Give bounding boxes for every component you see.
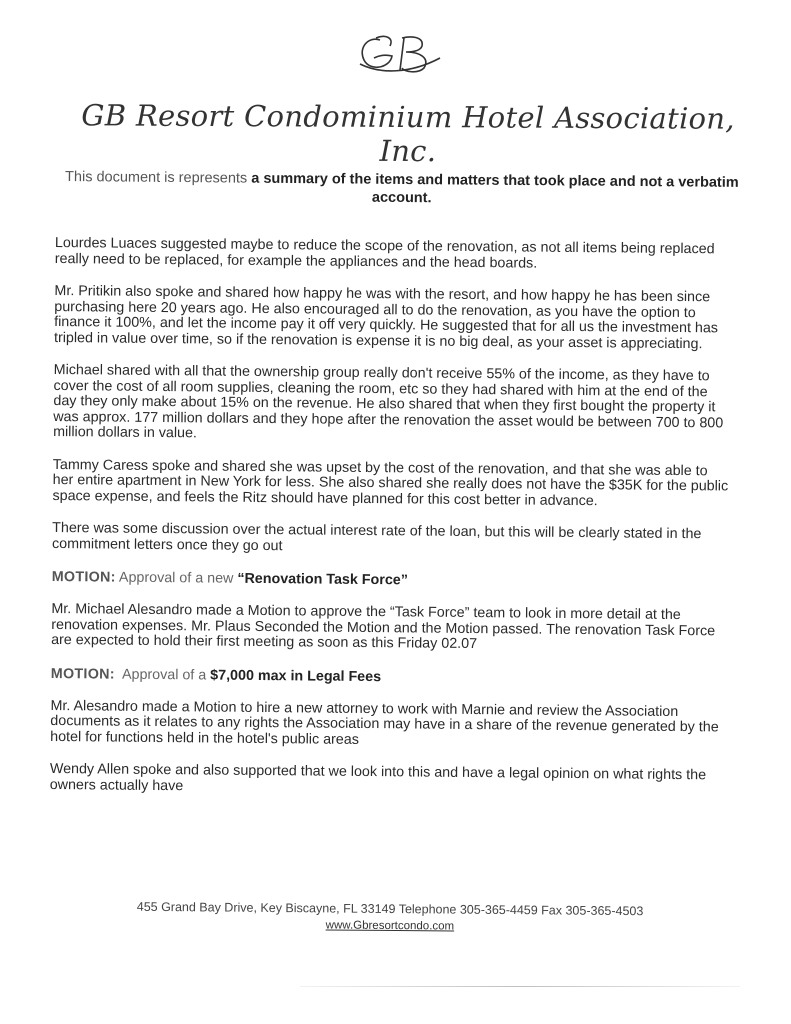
gb-monogram-logo	[350, 28, 450, 78]
disclaimer-bold: a summary of the items and matters that took place and not a verbatim account.	[247, 170, 739, 207]
paragraph-luaces: Lourdes Luaces suggested maybe to reduce the scope of the renovation, as not all items being replaced really need to be replaced, for example the appliances and the head boards.	[54, 235, 715, 272]
footer	[100, 899, 680, 934]
minutes-body	[49, 236, 732, 816]
organization-name: GB Resort Condominium Hotel Association, Inc.	[81, 98, 735, 169]
paragraph-pritikin: Mr. Pritikin also spoke and shared how happy he was with the resort, and how happy he has been since purchasing here 20 years ago. He also encouraged all to do the renovation, as you have the option to finance it 100%, and let the income pay it off very quickly. He suggested that for all us the investment has tripled in value over time, so if the renovation is expense it is no big deal, as your asset is appreciating.	[53, 282, 719, 352]
paragraph-michael: Michael shared with all that the ownership group really don't receive 55% of the income, as they have to cover the cost of all room supplies, cleaning the room, etc so they had shared with him at the end of the day they only make about 15% on the revenue. He also shared that when they first bought the property it was approx. 177 million dollars and they hope after the renovation the asset would be between 700 to 800 million dollars in value.	[53, 361, 724, 442]
footer-website-link[interactable]: www.Gbresortcondo.com	[325, 919, 455, 933]
motion-lead: Approval of a	[114, 666, 211, 684]
paragraph-task-force-motion: Mr. Michael Alesandro made a Motion to approve the “Task Force” team to look in more detail at the renovation expenses. Mr. Plaus Seconded the Motion and the Motion passed. The renovation Task Force are expected to hold their first meeting as soon as this Friday 02.07	[51, 600, 716, 653]
motion-heading-legal-fees	[51, 665, 729, 688]
summary-disclaimer	[62, 168, 742, 210]
motion-label: MOTION:	[51, 568, 116, 586]
paragraph-allen: Wendy Allen spoke and also supported that we look into this and have a legal opinion on what rights the owners actually have	[49, 760, 707, 794]
disclaimer-lead: This document is represents	[65, 169, 248, 187]
footer-address: 455 Grand Bay Drive, Key Biscayne, FL 33149 Telephone 305-365-4459 Fax 305-365-4503	[136, 899, 644, 919]
motion-heading-task-force	[52, 569, 730, 592]
paragraph-caress: Tammy Caress spoke and shared she was upset by the cost of the renovation, and that she was able to her entire apartment in New York for less. She also shared she really does not have the $35K for the public space expense, and feels the Ritz should have planned for this cost better in advance.	[52, 456, 729, 509]
motion-title: $7,000 max in Legal Fees	[210, 667, 382, 685]
motion-lead: Approval of a new	[115, 569, 238, 587]
motion-label: MOTION:	[50, 665, 115, 683]
scan-artifact-line	[300, 986, 740, 987]
paragraph-interest-rate: There was some discussion over the actual interest rate of the loan, but this will be clearly stated in the commitment letters once they go out	[51, 519, 702, 554]
motion-title: “Renovation Task Force”	[237, 570, 408, 589]
paragraph-legal-fees-motion: Mr. Alesandro made a Motion to hire a new attorney to work with Marnie and review the Association documents as it relates to any rights the Association may have in a share of the revenue generated by the hotel for functions held in the hotel's public areas	[50, 697, 719, 748]
